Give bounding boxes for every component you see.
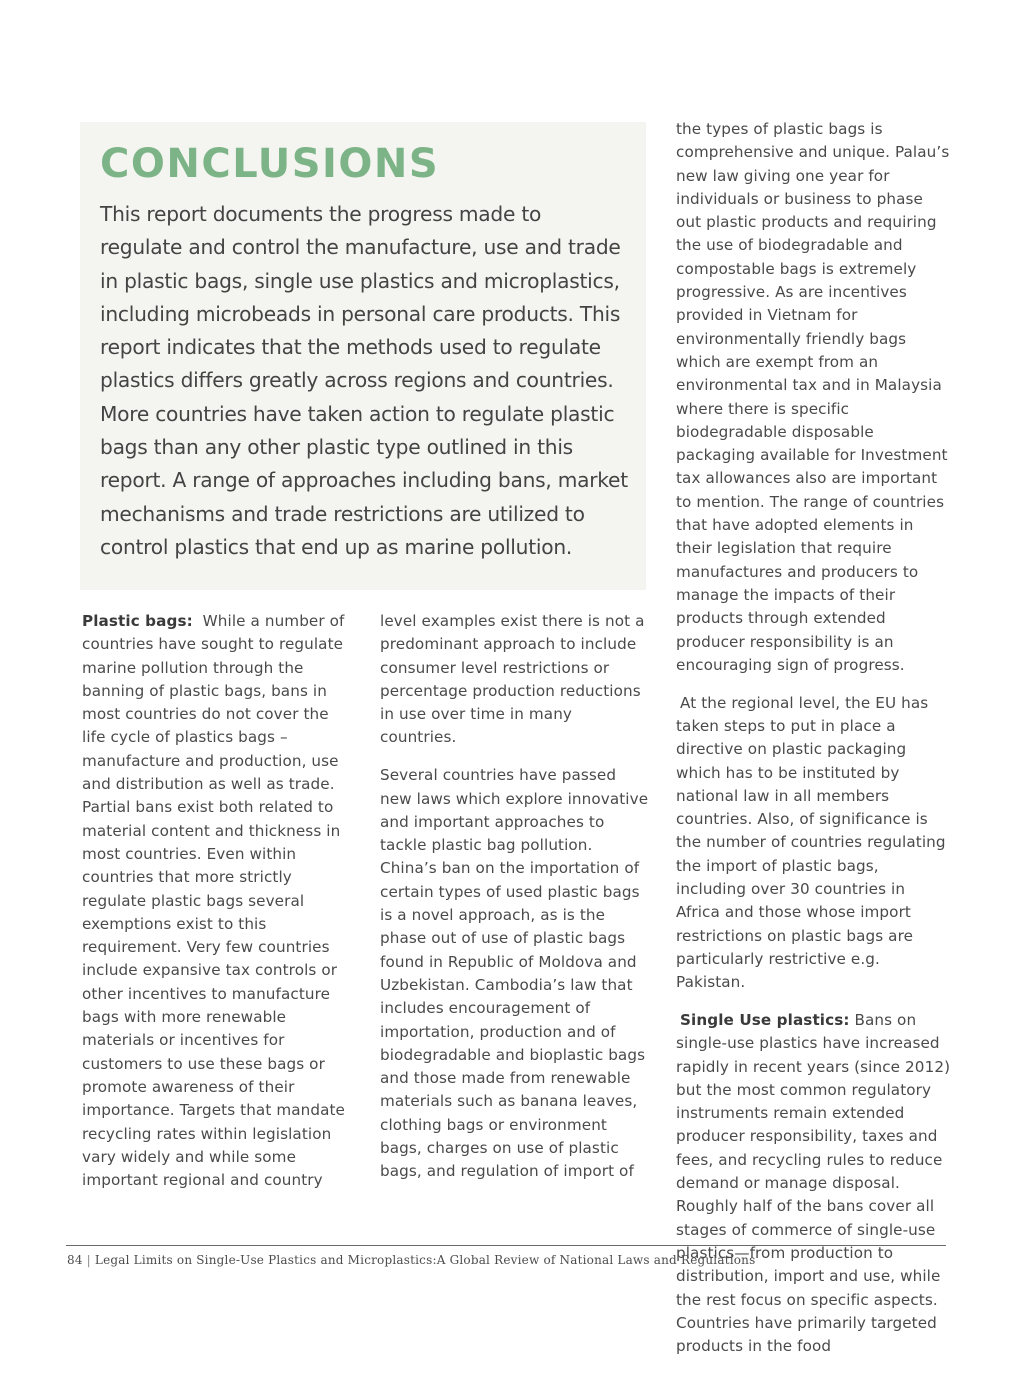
page-number: 84 <box>67 1253 83 1267</box>
single-use-text: Bans on single-use plastics have increased rapidly in recent years (since 2012) but the most common regulatory instruments remain extended producer responsibility, taxes and fees, and recycling rules to reduce demand or manage disposal. Roughly half of the bans cover all stages of commerce of single-use plastics—from production to distribution, import and use, while the rest focus on specific aspects. Countries have primarily targeted products in the food <box>676 1010 951 1356</box>
plastic-bags-lead: Plastic bags: <box>82 612 193 630</box>
paragraph-continued: the types of plastic bags is comprehensive and unique. Palau’s new law giving one year for individuals or business to phase out plastic products and requiring the use of biodegradable and compostable bags is extremely progressive. As are incentives provided in Vietnam for environmentally friendly bags which are exempt from an environmental tax and in Malaysia where there is specific biodegradable disposable packaging available for Investment tax allowances also are important to mention. The range of countries that have adopted elements in their legislation that require manufactures and producers to manage the impacts of their products through extended producer responsibility is an encouraging sign of progress. <box>676 120 950 674</box>
intro-paragraph: This report documents the progress made to regulate and control the manufacture, use and trade in plastic bags, single use plastics and microplastics, including microbeads in personal care products. This report indicates that the methods used to regulate plastics differs greatly across regions and countries. More countries have taken action to regulate plastic bags than any other plastic type outlined in this report. A range of approaches including bans, market mechanisms and trade restrictions are utilized to control plastics that end up as marine pollution. <box>100 202 628 559</box>
plastic-bags-text: While a number of countries have sought to regulate marine pollution through the banning of plastic bags, bans in most countries do not cover the life cycle of plastics bags – manufacture and production, use and distribution as well as trade. Partial bans exist both related to material content and thickness in most countries. Even within countries that more strictly regulate plastic bags several exemptions exist to this requirement. Very few countries include expansive tax controls or other incentives to manufacture bags with more renewable materials or incentives for customers to use these bags or promote awareness of their importance. Targets that mandate recycling rates within legislation vary widely and while some important regional and country <box>82 612 345 1190</box>
footer-title: Legal Limits on Single-Use Plastics and Microplastics:A Global Review of National Laws and Regulations <box>94 1253 756 1267</box>
page-footer <box>67 1252 755 1268</box>
paragraph-plastic-bags <box>82 610 356 1192</box>
paragraph-continued: level examples exist there is not a predominant approach to include consumer level restrictions or percentage production reductions in use over time in many countries. <box>380 612 645 747</box>
paragraph-innovative: Several countries have passed new laws which explore innovative and important approaches to tackle plastic bag pollution. China’s ban on the importation of certain types of used plastic bags is a novel approach, as is the phase out of use of plastic bags found in Republic of Moldova and Uzbekistan. Cambodia’s law that includes encouragement of importation, production and of biodegradable and bioplastic bags and those made from renewable materials such as banana leaves, clothing bags or environment bags, charges on use of plastic bags, and regulation of import of <box>380 766 649 1181</box>
paragraph-regional: At the regional level, the EU has taken steps to put in place a directive on plastic packaging which has to be instituted by national law in all members countries. Also, of significance is the number of countries regulating the import of plastic bags, including over 30 countries in Africa and those whose import restrictions on plastic bags are particularly restrictive e.g. Pakistan. <box>676 693 946 992</box>
text-column-2 <box>380 610 652 1198</box>
footer-separator: | <box>86 1253 91 1267</box>
conclusions-box <box>80 122 646 590</box>
paragraph-single-use <box>676 1009 952 1358</box>
single-use-lead: Single Use plastics: <box>680 1010 850 1029</box>
text-column-3 <box>676 118 952 1373</box>
text-column-1 <box>82 610 356 1207</box>
section-heading: CONCLUSIONS <box>100 141 440 187</box>
footer-divider <box>66 1245 946 1246</box>
